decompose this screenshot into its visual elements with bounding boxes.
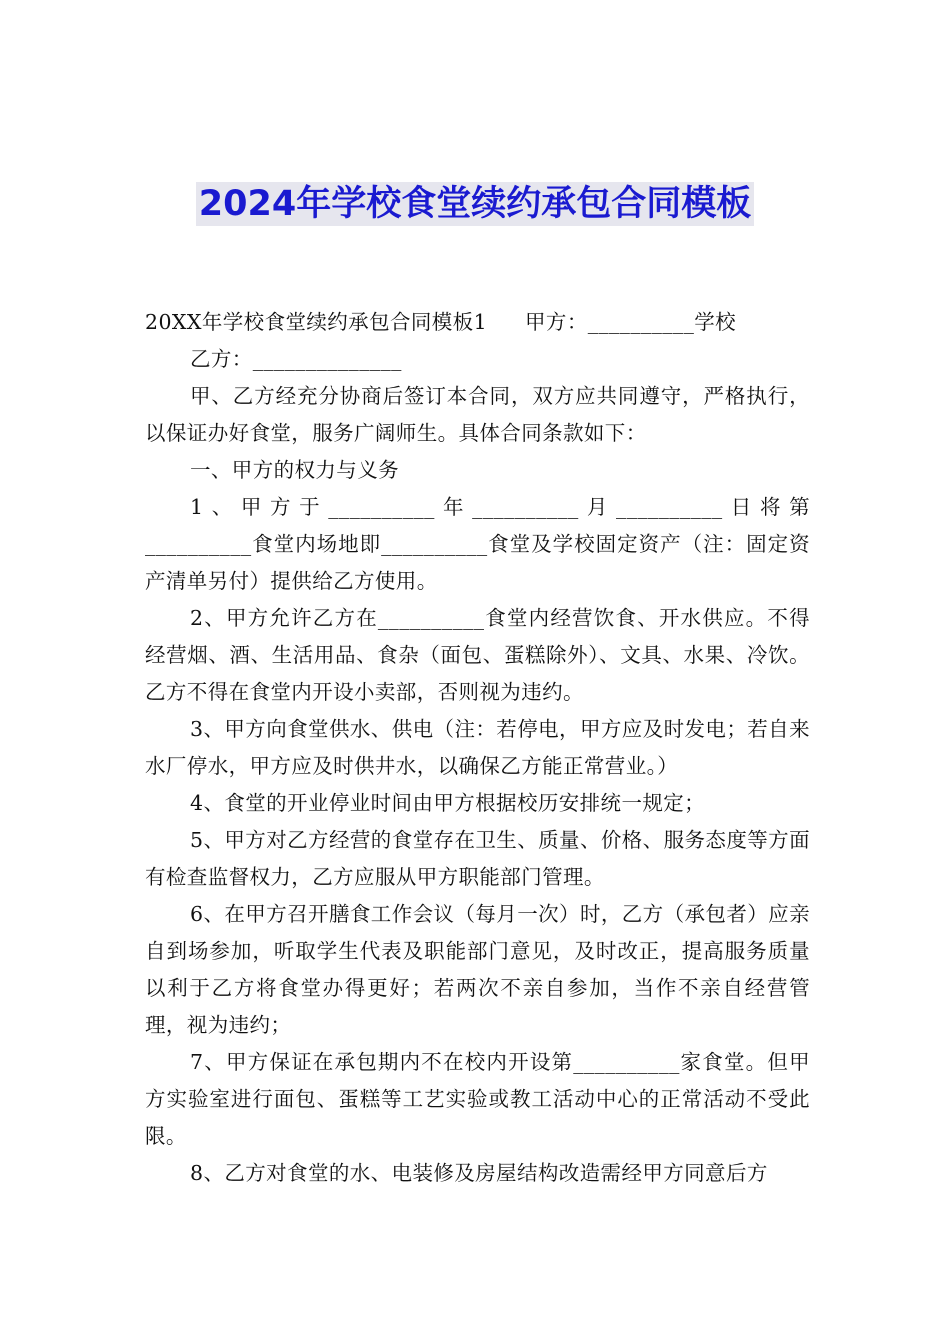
clause-7: 7、甲方保证在承包期内不在校内开设第__________家食堂。但甲方实验室进行面包、蛋糕等工艺实验或教工活动中心的正常活动不受此限。	[145, 1050, 810, 1148]
clause-4: 4、食堂的开业停业时间由甲方根据校历安排统一规定；	[190, 791, 706, 815]
section-heading: 一、甲方的权力与义务	[190, 458, 399, 482]
party-b-line: 乙方：______________	[190, 347, 402, 371]
clause-8: 8、乙方对食堂的水、电装修及房屋结构改造需经甲方同意后方	[190, 1161, 768, 1185]
intro-paragraph: 甲、乙方经充分协商后签订本合同，双方应共同遵守，严格执行，以保证办好食堂，服务广阔师生。具体合同条款如下：	[145, 384, 810, 445]
clause-3: 3、甲方向食堂供水、供电（注：若停电，甲方应及时发电；若自来水厂停水，甲方应及时供井水，以确保乙方能正常营业。）	[145, 717, 810, 778]
clause-1: 1、甲方于__________年__________月__________日将第__________食堂内场地即__________食堂及学校固定资产（注：固定资产清单另付）提供给乙方使用。	[145, 495, 810, 593]
clause-6: 6、在甲方召开膳食工作会议（每月一次）时，乙方（承包者）应亲自到场参加，听取学生代表及职能部门意见，及时改正，提高服务质量以利于乙方将食堂办得更好；若两次不亲自参加，当作不亲自经营管理，视为违约；	[145, 902, 810, 1037]
header-line-right: 甲方：__________学校	[525, 310, 737, 334]
document-title: 2024年学校食堂续约承包合同模板	[196, 182, 754, 226]
document-title-container	[0, 176, 950, 226]
document-body	[145, 304, 810, 1192]
header-line-left: 20XX年学校食堂续约承包合同模板1	[145, 310, 488, 334]
header-line	[145, 304, 810, 341]
clause-2: 2、甲方允许乙方在__________食堂内经营饮食、开水供应。不得经营烟、酒、生活用品、食杂（面包、蛋糕除外）、文具、水果、冷饮。乙方不得在食堂内开设小卖部，否则视为违约。	[145, 606, 810, 704]
clause-5: 5、甲方对乙方经营的食堂存在卫生、质量、价格、服务态度等方面有检查监督权力，乙方应服从甲方职能部门管理。	[145, 828, 810, 889]
